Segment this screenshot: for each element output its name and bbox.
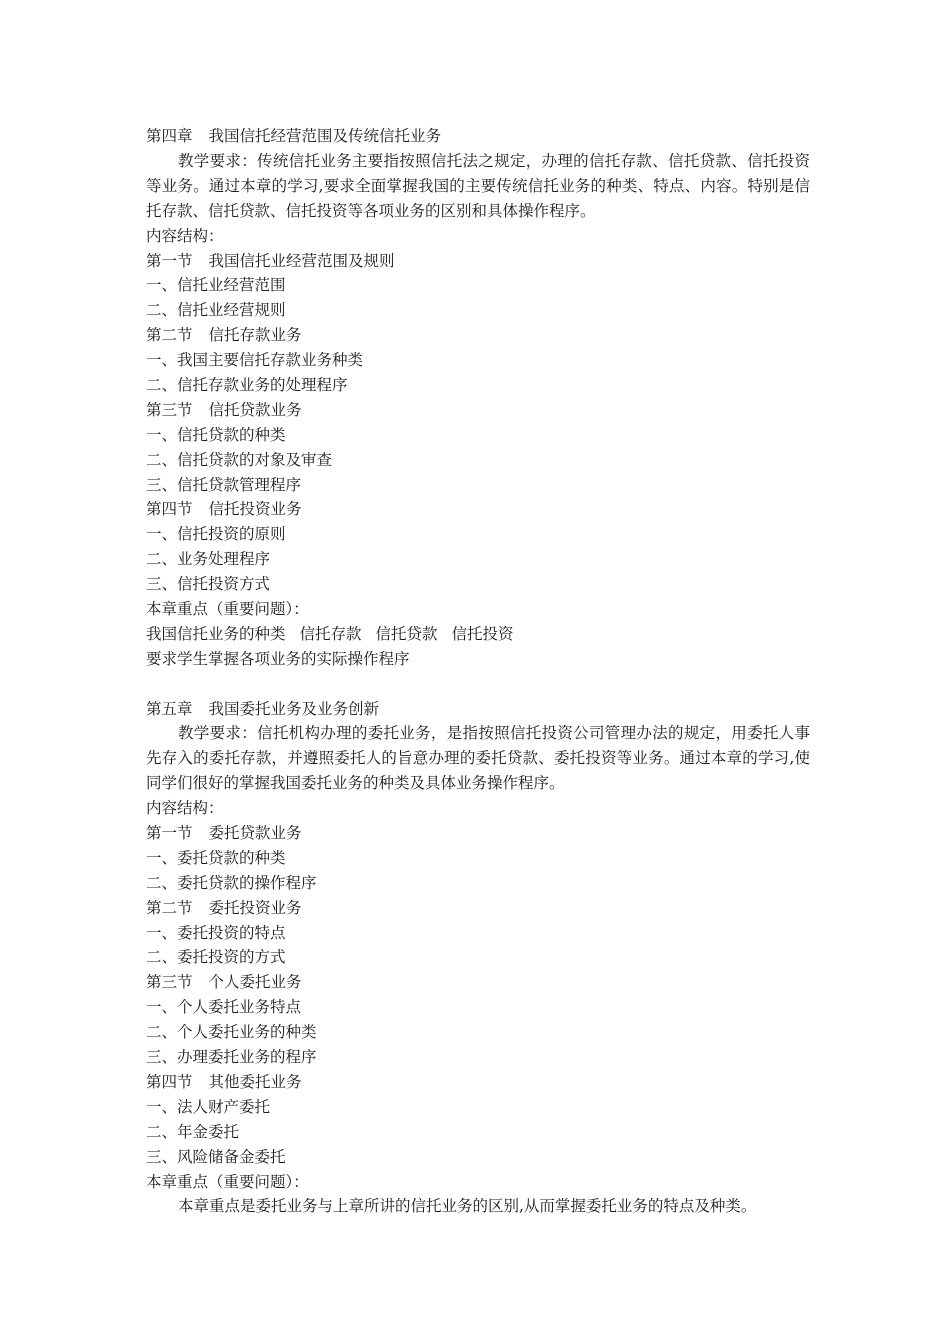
section-title: 信托投资业务 xyxy=(208,500,302,519)
section-number: 第二节 xyxy=(146,326,193,345)
section-item: 二、个人委托业务的种类 xyxy=(146,1023,317,1042)
section-number: 第三节 xyxy=(146,973,193,992)
key-term: 信托投资 xyxy=(451,624,514,643)
section-item: 三、风险储备金委托 xyxy=(146,1147,286,1166)
teaching-requirement: 教学要求：传统信托业务主要指按照信托法之规定，办理的信托存款、信托贷款、信托投资等业务。通过本章的学习,要求全面掌握我国的主要传统信托业务的种类、特点、内容。特别是信托存款、信托贷款、信托投资等各项业务的区别和具体操作程序。 xyxy=(146,151,810,220)
section-item: 一、信托业经营范围 xyxy=(146,276,286,295)
section-item: 一、委托贷款的种类 xyxy=(146,848,286,867)
section-item: 一、信托贷款的种类 xyxy=(146,425,286,444)
key-note: 要求学生掌握各项业务的实际操作程序 xyxy=(146,649,410,668)
section-item: 三、信托投资方式 xyxy=(146,575,271,594)
structure-label: 内容结构： xyxy=(146,799,224,818)
section-heading xyxy=(146,1070,810,1095)
chapter-spacer xyxy=(146,672,810,697)
section-number: 第四节 xyxy=(146,1072,193,1091)
section-number: 第三节 xyxy=(146,400,193,419)
section-item: 二、信托贷款的对象及审查 xyxy=(146,450,333,469)
chapter-heading xyxy=(146,697,810,722)
section-heading xyxy=(146,896,810,921)
section-item: 一、法人财产委托 xyxy=(146,1097,271,1116)
section-item: 二、委托贷款的操作程序 xyxy=(146,873,317,892)
section-item: 一、我国主要信托存款业务种类 xyxy=(146,351,364,370)
section-number: 第一节 xyxy=(146,824,193,843)
section-item: 三、信托贷款管理程序 xyxy=(146,475,302,494)
section-number: 第二节 xyxy=(146,898,193,917)
section-item: 一、委托投资的特点 xyxy=(146,923,286,942)
chapter-number: 第五章 xyxy=(146,699,193,718)
section-heading xyxy=(146,970,810,995)
section-heading xyxy=(146,323,810,348)
chapter-title: 我国信托经营范围及传统信托业务 xyxy=(208,127,442,145)
section-item: 三、办理委托业务的程序 xyxy=(146,1048,317,1067)
section-title: 信托贷款业务 xyxy=(208,400,302,419)
key-terms xyxy=(146,622,810,647)
section-item: 二、业务处理程序 xyxy=(146,550,271,569)
section-heading xyxy=(146,398,810,423)
section-title: 个人委托业务 xyxy=(208,973,302,992)
section-item: 二、信托业经营规则 xyxy=(146,301,286,320)
section-title: 其他委托业务 xyxy=(208,1072,302,1091)
chapter-title: 我国委托业务及业务创新 xyxy=(208,699,380,718)
section-number: 第一节 xyxy=(146,251,193,270)
teaching-requirement: 教学要求：信托机构办理的委托业务，是指按照信托投资公司管理办法的规定，用委托人事先存入的委托存款，并遵照委托人的旨意办理的委托贷款、委托投资等业务。通过本章的学习,使同学们很好的掌握我国委托业务的种类及具体业务操作程序。 xyxy=(146,724,810,793)
section-item: 一、信托投资的原则 xyxy=(146,525,286,544)
key-points-label: 本章重点（重要问题）： xyxy=(146,599,309,618)
section-number: 第四节 xyxy=(146,500,193,519)
section-heading xyxy=(146,497,810,522)
section-item: 二、年金委托 xyxy=(146,1122,240,1141)
key-term: 我国信托业务的种类 xyxy=(146,624,286,643)
key-points-label: 本章重点（重要问题）： xyxy=(146,1172,309,1191)
structure-label: 内容结构： xyxy=(146,226,224,245)
key-summary: 本章重点是委托业务与上章所讲的信托业务的区别,从而掌握委托业务的特点及种类。 xyxy=(178,1197,757,1216)
section-heading xyxy=(146,249,810,274)
document-page xyxy=(146,124,810,1219)
key-term: 信托存款 xyxy=(299,624,362,643)
section-heading xyxy=(146,821,810,846)
section-title: 信托存款业务 xyxy=(208,326,302,345)
key-term: 信托贷款 xyxy=(375,624,438,643)
section-item: 二、信托存款业务的处理程序 xyxy=(146,375,348,394)
section-item: 二、委托投资的方式 xyxy=(146,948,286,967)
section-item: 一、个人委托业务特点 xyxy=(146,998,302,1017)
section-title: 委托投资业务 xyxy=(208,898,302,917)
section-title: 委托贷款业务 xyxy=(208,824,302,843)
chapter-number: 第四章 xyxy=(146,127,193,145)
section-title: 我国信托业经营范围及规则 xyxy=(208,251,395,270)
chapter-heading xyxy=(146,124,810,149)
